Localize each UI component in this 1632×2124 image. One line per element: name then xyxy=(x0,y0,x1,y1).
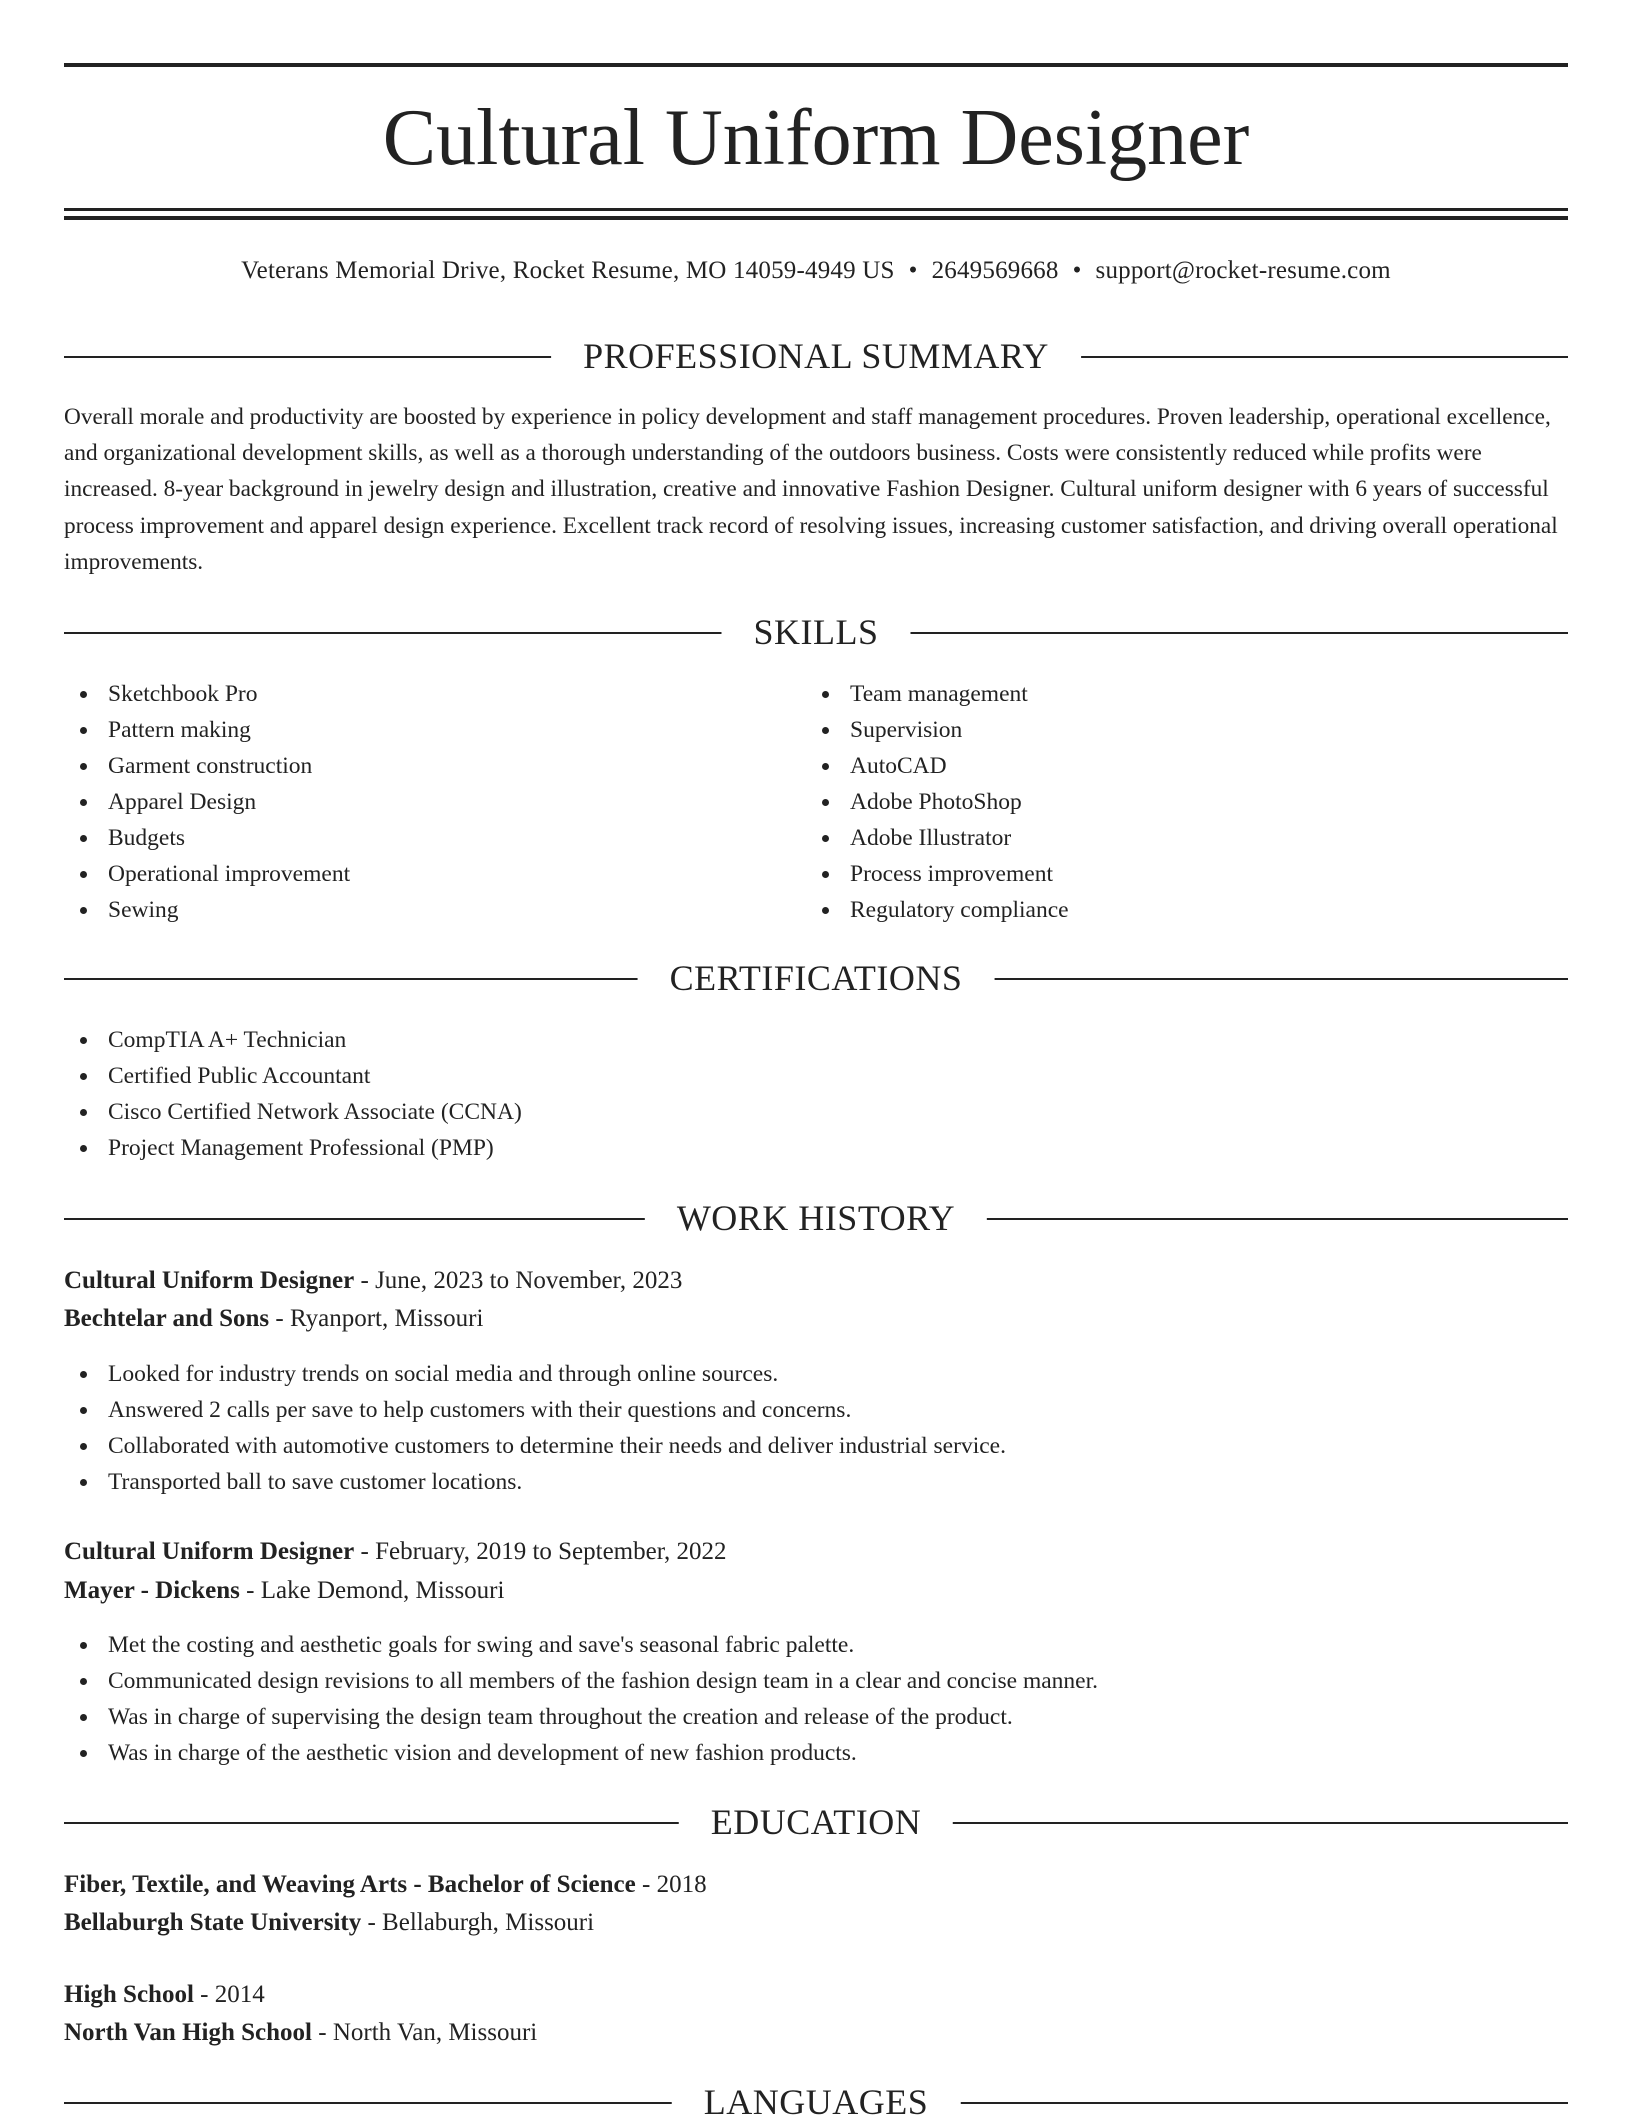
job-title-line xyxy=(64,1263,682,1299)
contact-email: support@rocket-resume.com xyxy=(1095,257,1391,284)
section-title: CERTIFICATIONS xyxy=(638,956,995,1000)
job-bullet: Was in charge of the aesthetic vision and development of new fashion products. xyxy=(64,1735,1098,1771)
job-company-line xyxy=(64,1301,483,1337)
job-title: Cultural Uniform Designer xyxy=(64,1538,355,1565)
job-location: - Ryanport, Missouri xyxy=(269,1305,484,1332)
school-line xyxy=(64,1905,594,1941)
job-title: Cultural Uniform Designer xyxy=(64,1267,355,1294)
degree-year: - 2014 xyxy=(193,1981,265,2008)
certification-item: Certified Public Accountant xyxy=(64,1058,522,1094)
section-title: LANGUAGES xyxy=(672,2080,961,2124)
skill-item: Adobe PhotoShop xyxy=(806,784,1069,820)
certification-item: Project Management Professional (PMP) xyxy=(64,1130,522,1166)
degree-year: - 2018 xyxy=(635,1871,707,1898)
skill-item: Process improvement xyxy=(806,856,1069,892)
job-bullet: Met the costing and aesthetic goals for swing and save's seasonal fabric palette. xyxy=(64,1627,1098,1663)
certification-item: CompTIA A+ Technician xyxy=(64,1022,522,1058)
school-location: - North Van, Missouri xyxy=(312,2019,538,2046)
job-dates: - June, 2023 to November, 2023 xyxy=(354,1267,683,1294)
degree-line xyxy=(64,1977,265,2013)
skill-item: Supervision xyxy=(806,712,1069,748)
skill-item: Sketchbook Pro xyxy=(64,676,350,712)
skill-item: Adobe Illustrator xyxy=(806,820,1069,856)
degree-line xyxy=(64,1867,707,1903)
school-name: North Van High School xyxy=(64,2019,312,2046)
job-company: Bechtelar and Sons xyxy=(64,1305,270,1332)
section-heading-languages xyxy=(64,2080,1568,2124)
job-company-line xyxy=(64,1573,504,1609)
skill-item: Pattern making xyxy=(64,712,350,748)
job-dates: - February, 2019 to September, 2022 xyxy=(354,1538,727,1565)
header-top-rule xyxy=(64,63,1568,67)
certification-item: Cisco Certified Network Associate (CCNA) xyxy=(64,1094,522,1130)
skill-item: Sewing xyxy=(64,892,350,928)
job-bullet: Communicated design revisions to all members of the fashion design team in a clear and concise manner. xyxy=(64,1663,1098,1699)
skill-item: Operational improvement xyxy=(64,856,350,892)
section-heading-skills xyxy=(64,610,1568,654)
skill-item: AutoCAD xyxy=(806,748,1069,784)
job-bullets xyxy=(64,1356,1006,1500)
job-bullet: Was in charge of supervising the design team throughout the creation and release of the product. xyxy=(64,1699,1098,1735)
job-company: Mayer - Dickens xyxy=(64,1577,240,1604)
school-name: Bellaburgh State University xyxy=(64,1909,362,1936)
skill-item: Regulatory compliance xyxy=(806,892,1069,928)
degree-name: High School xyxy=(64,1981,194,2008)
job-bullet: Collaborated with automotive customers to determine their needs and deliver industrial service. xyxy=(64,1428,1006,1464)
degree-name: Fiber, Textile, and Weaving Arts - Bachelor of Science xyxy=(64,1871,636,1898)
skills-list-left xyxy=(64,676,350,928)
resume-name: Cultural Uniform Designer xyxy=(382,94,1250,182)
section-heading-work xyxy=(64,1196,1568,1240)
contact-address: Veterans Memorial Drive, Rocket Resume, MO 14059-4949 US xyxy=(241,257,895,284)
job-bullet: Transported ball to save customer locations. xyxy=(64,1464,1006,1500)
skill-item: Budgets xyxy=(64,820,350,856)
contact-line xyxy=(64,254,1568,288)
job-title-line xyxy=(64,1534,727,1570)
school-location: - Bellaburgh, Missouri xyxy=(361,1909,595,1936)
section-heading-education xyxy=(64,1800,1568,1844)
section-title: WORK HISTORY xyxy=(645,1196,987,1240)
section-heading-certifications xyxy=(64,956,1568,1000)
contact-separator: • xyxy=(1072,257,1082,284)
contact-separator: • xyxy=(908,257,918,284)
header-bottom-rule xyxy=(64,208,1568,211)
job-bullet: Looked for industry trends on social media and through online sources. xyxy=(64,1356,1006,1392)
skill-item: Apparel Design xyxy=(64,784,350,820)
skill-item: Garment construction xyxy=(64,748,350,784)
skills-list-right xyxy=(806,676,1069,928)
skill-item: Team management xyxy=(806,676,1069,712)
job-bullet: Answered 2 calls per save to help customers with their questions and concerns. xyxy=(64,1392,1006,1428)
section-title: PROFESSIONAL SUMMARY xyxy=(551,334,1081,378)
contact-phone: 2649569668 xyxy=(931,257,1059,284)
header-bottom-rule-double xyxy=(64,216,1568,220)
job-bullets xyxy=(64,1627,1098,1771)
school-line xyxy=(64,2015,537,2051)
section-title: EDUCATION xyxy=(679,1800,953,1844)
summary-text: Overall morale and productivity are boosted by experience in policy development and staff management procedures. Proven leadership, operational excellence, and organizational development skills, as well as a thorough understanding of the outdoors business. Costs were consistently reduced while profits were increased. 8-year background in jewelry design and illustration, creative and innovative Fashion Designer. Cultural uniform designer with 6 years of successful process improvement and apparel design experience. Excellent track record of resolving issues, increasing customer satisfaction, and driving overall operational improvements. xyxy=(64,404,1558,575)
section-title: SKILLS xyxy=(721,610,910,654)
job-location: - Lake Demond, Missouri xyxy=(239,1577,505,1604)
certifications-list xyxy=(64,1022,522,1166)
section-heading-summary xyxy=(64,334,1568,378)
